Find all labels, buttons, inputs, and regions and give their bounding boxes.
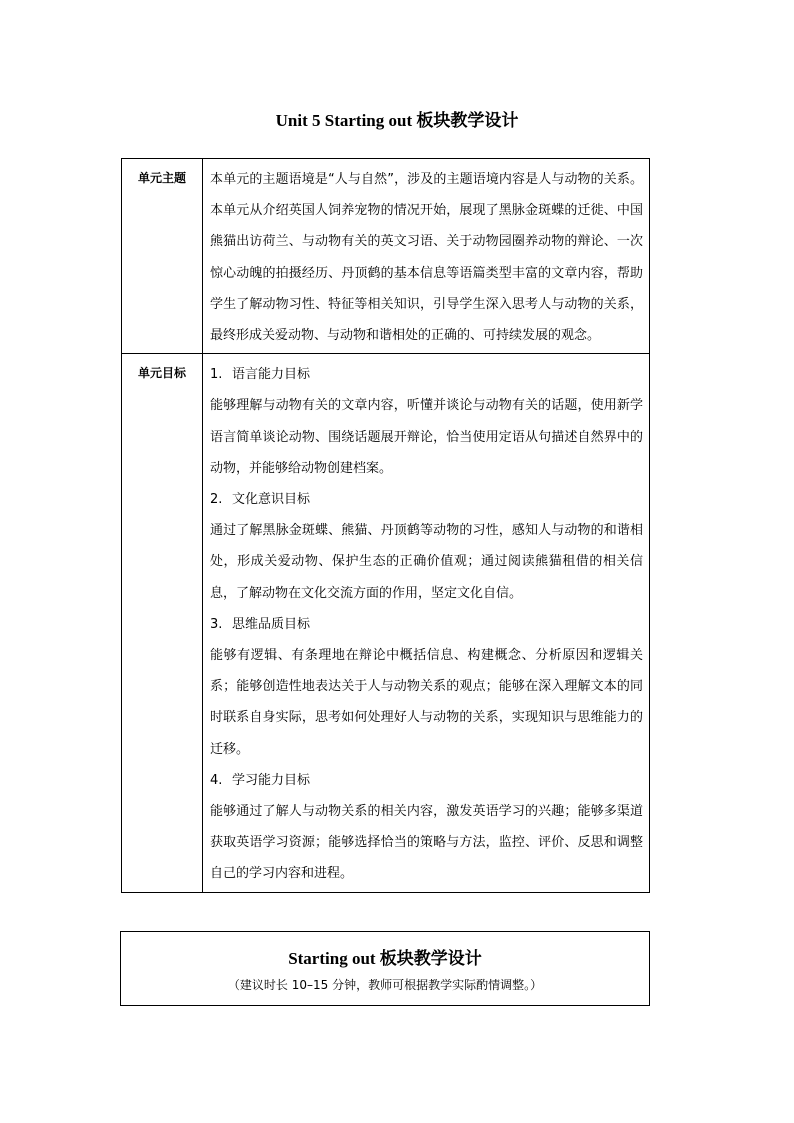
theme-text: 本单元的主题语境是“人与自然”，涉及的主题语境内容是人与动物的关系。本单元从介绍英国人饲养宠物的情况开始，展现了黑脉金斑蝶的迁徙、中国熊猫出访荷兰、与动物有关的英文习语、关于动物园圈养动物的辩论、一次惊心动魄的拍摄经历、丹顶鹤的基本信息等语篇类型丰富的文章内容，帮助学生了解动物习性、特征等相关知识，引导学生深入思考人与动物的关系，最终形成关爱动物、与动物和谐相处的正确的、可持续发展的观念。 [210, 172, 643, 344]
goal-text: 能够通过了解人与动物关系的相关内容，激发英语学习的兴趣；能够多渠道获取英语学习资源；能够选择恰当的策略与方法，监控、评价、反思和调整自己的学习内容和进程。 [210, 804, 643, 882]
goal-number: 3. [210, 616, 223, 632]
unit-design-table [121, 158, 650, 893]
goal-number: 4. [210, 772, 223, 788]
goal-heading-text: 文化意识目标 [232, 492, 311, 508]
table-row [122, 159, 650, 354]
goal-number: 1. [210, 367, 223, 383]
goal-heading [210, 359, 643, 390]
goal-heading-text: 学习能力目标 [232, 772, 311, 788]
page-title: Unit 5 Starting out 板块教学设计 [275, 111, 519, 130]
section-subtitle: （建议时长 10–15 分钟，教师可根据教学实际酌情调整。） [227, 978, 543, 992]
goal-text: 能够理解与动物有关的文章内容，听懂并谈论与动物有关的话题，使用新学语言简单谈论动物、围绕话题展开辩论，恰当使用定语从句描述自然界中的动物，并能够给动物创建档案。 [210, 398, 643, 476]
goal-heading [210, 765, 643, 796]
goals-cell [203, 354, 650, 892]
goal-text: 能够有逻辑、有条理地在辩论中概括信息、构建概念、分析原因和逻辑关系；能够创造性地表达关于人与动物关系的观点；能够在深入理解文本的同时联系自身实际，思考如何处理好人与动物的关系，实现知识与思维能力的迁移。 [210, 648, 643, 757]
section-title: Starting out 板块教学设计 [288, 949, 482, 968]
goal-heading [210, 609, 643, 640]
goal-heading-text: 语言能力目标 [232, 367, 311, 383]
table-row [122, 354, 650, 892]
goals-label: 单元目标 [122, 354, 203, 892]
theme-cell [203, 159, 650, 354]
goal-heading [210, 484, 643, 515]
goal-number: 2. [210, 492, 223, 508]
section-box [120, 931, 650, 1006]
theme-label: 单元主题 [122, 159, 203, 354]
goal-heading-text: 思维品质目标 [232, 616, 311, 632]
goal-text: 通过了解黑脉金斑蝶、熊猫、丹顶鹤等动物的习性，感知人与动物的和谐相处，形成关爱动物、保护生态的正确价值观；通过阅读熊猫租借的相关信息，了解动物在文化交流方面的作用，坚定文化自信。 [210, 523, 643, 601]
